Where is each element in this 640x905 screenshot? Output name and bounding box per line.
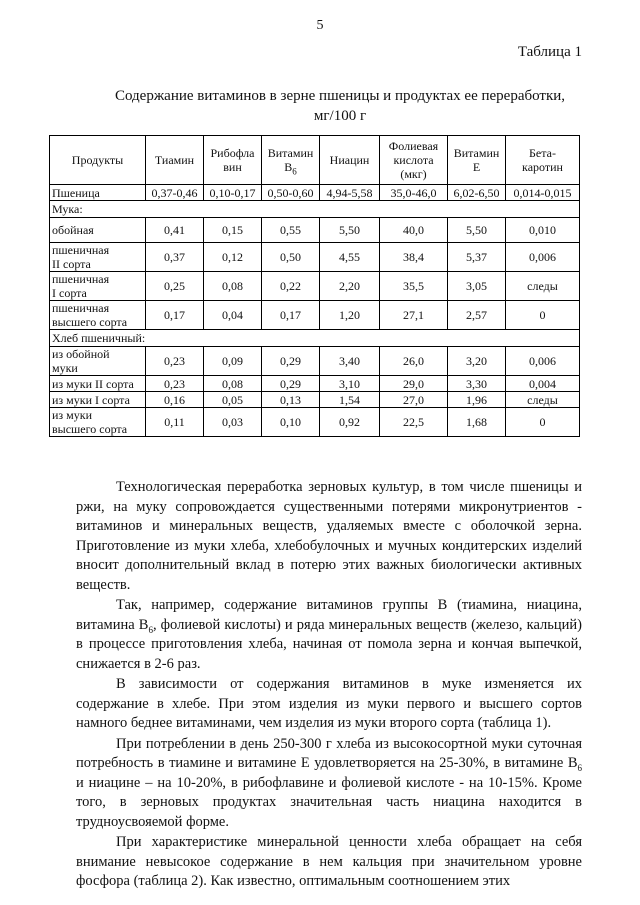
cell: 0,17 [262,301,320,330]
cell: 0,37-0,46 [146,185,204,201]
cell: 0,23 [146,376,204,392]
paragraph-4 [76,735,582,833]
cell: 0,16 [146,392,204,408]
cell: 0,004 [506,376,580,392]
cell: 0,41 [146,218,204,243]
cell: 40,0 [380,218,448,243]
row-name-l1: из муки [52,408,93,422]
cell: 0,37 [146,243,204,272]
row-name-l1: пшеничная [52,243,110,257]
cell: 0,08 [204,376,262,392]
paragraph-3: В зависимости от содержания витаминов в муке изменяется их содержание в хлебе. При этом изделия из муки первого и высшего сортов намного беднее витаминами, чем изделия из муки второго сорта (таблица 1). [76,676,582,731]
header-folic [380,136,448,185]
row-name-l2: высшего сорта [52,422,128,436]
paragraph-1: Технологическая переработка зерновых культур, в том числе пшеницы и ржи, на муку сопровождается существенными потерями микронутриентов - витаминов и минеральных веществ, удаляемых вместе с оболочкой зерна. Приготовление из муки хлеба, хлебобулочных и мучных кондитерских изделий вносит дополнительный вклад в потерю этих важных биологически активных веществ. [76,479,582,593]
cell: 5,37 [448,243,506,272]
cell: 0,09 [204,347,262,376]
cell: 0,006 [506,243,580,272]
table-header-row [50,136,580,185]
row-name: из муки I сорта [50,392,146,408]
cell: 0 [506,408,580,437]
table-section-row [50,330,580,347]
cell: 0,04 [204,301,262,330]
cell: 0,11 [146,408,204,437]
row-name: из муки II сорта [50,376,146,392]
vitamin-table [49,135,580,437]
row-name-l2: I сорта [52,286,87,300]
cell: 26,0 [380,347,448,376]
cell: 29,0 [380,376,448,392]
table-row [50,218,580,243]
header-vitb6-sub: 6 [292,166,297,177]
cell: 5,50 [320,218,380,243]
cell: 0,10 [262,408,320,437]
header-folic-l3: (мкг) [400,167,427,181]
cell: 1,20 [320,301,380,330]
cell: 0,014-0,015 [506,185,580,201]
paragraph-2-a: Так, например, содержание витаминов группы В (тиамина, ниацина, витамина В [76,597,582,633]
cell: 0,12 [204,243,262,272]
table-label: Таблица 1 [517,44,582,60]
cell: 0,23 [146,347,204,376]
cell: 0,25 [146,272,204,301]
cell: 38,4 [380,243,448,272]
header-vite-l1: Витамин [453,146,500,160]
cell: 0,17 [146,301,204,330]
cell: 27,1 [380,301,448,330]
table-row [50,301,580,330]
cell: 1,68 [448,408,506,437]
row-name-l1: пшеничная [52,272,110,286]
paragraph-2 [76,596,582,674]
page-number: 5 [316,18,324,33]
header-beta-l1: Бета- [529,146,556,160]
cell: 4,55 [320,243,380,272]
cell: 0 [506,301,580,330]
cell: 3,10 [320,376,380,392]
header-riboflavin-l1: Рибофла [210,146,255,160]
paragraph-4-b: и ниацине – на 10-20%, в рибофлавине и фолиевой кислоте - на 10-15%. Кроме того, в зерновых продуктах значительная часть ниацина находится в трудноусвояемой форме. [76,774,582,830]
cell: 0,15 [204,218,262,243]
header-vite-l2: Е [472,160,481,174]
cell: 2,20 [320,272,380,301]
cell: 0,22 [262,272,320,301]
row-name: обойная [50,218,146,243]
cell: 35,0-46,0 [380,185,448,201]
cell: 0,29 [262,347,320,376]
table-row [50,243,580,272]
header-beta-l2: каротин [522,160,563,174]
cell: 6,02-6,50 [448,185,506,201]
cell: 0,05 [204,392,262,408]
paragraph-2-b: , фолиевой кислоты) и ряда минеральных веществ (железо, кальций) в процессе приготовления хлеба, начиная от помола зерна и кончая выпечкой, снижается в 2-6 раз. [76,616,582,672]
cell: 0,010 [506,218,580,243]
cell: 27,0 [380,392,448,408]
row-name: Пшеница [50,185,146,201]
table-row [50,185,580,201]
header-folic-l2: кислота [393,153,434,167]
cell: 3,05 [448,272,506,301]
row-name [50,243,146,272]
paragraph-2-sub: 6 [148,624,153,635]
row-name-l2: муки [52,361,78,375]
cell: 1,96 [448,392,506,408]
title-line-2: мг/100 г [313,108,367,124]
cell: 0,10-0,17 [204,185,262,201]
header-vite [448,136,506,185]
cell: 35,5 [380,272,448,301]
row-name-l1: из обойной [52,347,110,361]
header-thiamine: Тиамин [146,136,204,185]
cell: следы [506,392,580,408]
header-riboflavin [204,136,262,185]
row-name-l2: высшего сорта [52,315,128,329]
header-vitb6 [262,136,320,185]
section-bread: Хлеб пшеничный: [50,330,580,347]
row-name [50,272,146,301]
cell: 0,50-0,60 [262,185,320,201]
paragraph-4-sub: 6 [577,762,582,773]
cell: 2,57 [448,301,506,330]
header-product: Продукты [50,136,146,185]
table-section-row [50,201,580,218]
paragraph-5: При характеристике минеральной ценности хлеба обращает на себя внимание невысокое содержание в нем кальция при значительном уровне фосфора (таблица 2). Как известно, оптимальным соотношением этих [76,834,582,889]
table-row [50,272,580,301]
header-vitb6-l1: Витамин [267,146,314,160]
cell: 22,5 [380,408,448,437]
cell: 3,40 [320,347,380,376]
row-name-l2: II сорта [52,257,91,271]
cell: 3,20 [448,347,506,376]
cell: 3,30 [448,376,506,392]
cell: 1,54 [320,392,380,408]
row-name [50,347,146,376]
paragraph-4-a: При потреблении в день 250-300 г хлеба из высокосортной муки суточная потребность в тиамине и витамине Е удовлетворяется на 25-30%, в витамине В [76,735,582,771]
cell: 0,006 [506,347,580,376]
row-name-l1: пшеничная [52,301,110,315]
cell: следы [506,272,580,301]
header-beta [506,136,580,185]
cell: 0,50 [262,243,320,272]
table-row [50,376,580,392]
cell: 0,03 [204,408,262,437]
cell: 0,29 [262,376,320,392]
title-line-1: Содержание витаминов в зерне пшеницы и продуктах ее переработки, [114,88,566,104]
header-riboflavin-l2: вин [223,160,242,174]
header-niacin: Ниацин [320,136,380,185]
cell: 0,08 [204,272,262,301]
cell: 4,94-5,58 [320,185,380,201]
cell: 0,13 [262,392,320,408]
header-folic-l1: Фолиевая [388,139,439,153]
body-text [76,478,582,893]
table-row [50,392,580,408]
row-name [50,301,146,330]
cell: 0,55 [262,218,320,243]
table-row [50,347,580,376]
table-row [50,408,580,437]
section-flour: Мука: [50,201,580,218]
cell: 0,92 [320,408,380,437]
row-name [50,408,146,437]
header-vitb6-l2: В [284,160,293,174]
cell: 5,50 [448,218,506,243]
table-title [60,86,620,126]
